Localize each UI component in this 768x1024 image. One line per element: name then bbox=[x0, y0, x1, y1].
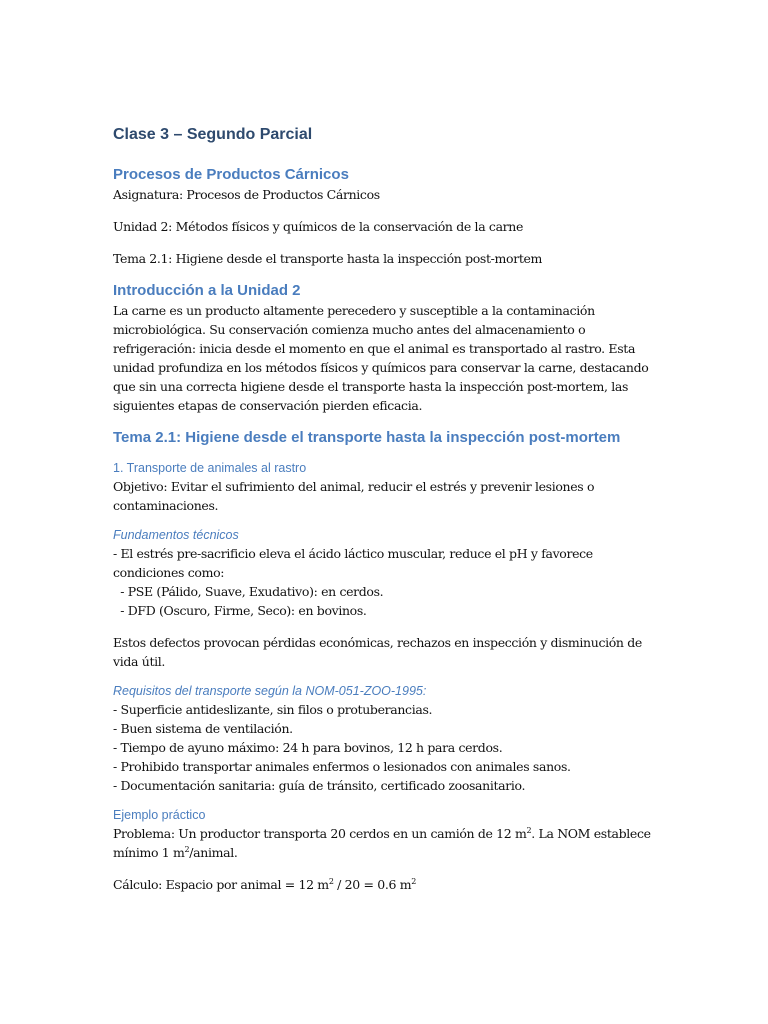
calculation-line bbox=[113, 875, 653, 894]
calc-text-a: Cálculo: Espacio por animal = 12 m bbox=[113, 877, 329, 892]
fundamentals-line: - El estrés pre-sacrificio eleva el ácido láctico muscular, reduce el pH y favorece condiciones como: bbox=[113, 546, 593, 580]
calc-text-b: / 20 = 0.6 m bbox=[333, 877, 412, 892]
superscript: 2 bbox=[184, 844, 190, 854]
example-heading: Ejemplo práctico bbox=[113, 808, 206, 822]
problem-paragraph bbox=[113, 824, 653, 862]
intro-paragraph: La carne es un producto altamente perecedero y susceptible a la contaminación microbiológica. Su conservación comienza mucho antes del almacenamiento o refrigeración: inicia desde el momento en que el animal es transportado al rastro. Esta unidad profundiza en los métodos físicos y químicos para conservar la carne, destacando que sin una correcta higiene desde el transporte hasta la inspección post-mortem, las siguientes etapas de conservación pierden eficacia. bbox=[113, 303, 649, 413]
topic-heading: Tema 2.1: Higiene desde el transporte hasta la inspección post-mortem bbox=[113, 429, 621, 446]
fundamentals-line: - PSE (Pálido, Suave, Exudativo): en cerdos. bbox=[113, 584, 384, 599]
problem-text-b: . La NOM establece mínimo 1 m bbox=[113, 826, 651, 860]
defects-paragraph: Estos defectos provocan pérdidas económicas, rechazos en inspección y disminución de vida útil. bbox=[113, 635, 642, 669]
topic-line: Tema 2.1: Higiene desde el transporte hasta la inspección post-mortem bbox=[113, 251, 543, 266]
fundamentals-line: - DFD (Oscuro, Firme, Seco): en bovinos. bbox=[113, 603, 367, 618]
document-title: Clase 3 – Segundo Parcial bbox=[113, 126, 313, 143]
requirement-item: - Prohibido transportar animales enfermos o lesionados con animales sanos. bbox=[113, 759, 571, 774]
requirement-item: - Tiempo de ayuno máximo: 24 h para bovinos, 12 h para cerdos. bbox=[113, 740, 503, 755]
requirement-item: - Buen sistema de ventilación. bbox=[113, 721, 293, 736]
course-heading: Procesos de Productos Cárnicos bbox=[113, 166, 349, 183]
problem-text-c: /animal. bbox=[189, 845, 238, 860]
objective-paragraph: Objetivo: Evitar el sufrimiento del animal, reducir el estrés y prevenir lesiones o contaminaciones. bbox=[113, 479, 595, 513]
superscript: 2 bbox=[328, 876, 334, 886]
requirements-heading: Requisitos del transporte según la NOM-051-ZOO-1995: bbox=[113, 684, 427, 698]
requirement-item: - Documentación sanitaria: guía de tránsito, certificado zoosanitario. bbox=[113, 778, 526, 793]
unit-line: Unidad 2: Métodos físicos y químicos de la conservación de la carne bbox=[113, 219, 524, 234]
fundamentals-heading: Fundamentos técnicos bbox=[113, 528, 239, 542]
requirement-item: - Superficie antideslizante, sin filos o protuberancias. bbox=[113, 702, 433, 717]
superscript: 2 bbox=[526, 825, 532, 835]
problem-text-a: Problema: Un productor transporta 20 cerdos en un camión de 12 m bbox=[113, 826, 527, 841]
section1-heading: 1. Transporte de animales al rastro bbox=[113, 461, 307, 475]
document-body bbox=[113, 124, 653, 894]
intro-heading: Introducción a la Unidad 2 bbox=[113, 282, 301, 299]
subject-line: Asignatura: Procesos de Productos Cárnicos bbox=[113, 187, 380, 202]
superscript: 2 bbox=[411, 876, 416, 886]
